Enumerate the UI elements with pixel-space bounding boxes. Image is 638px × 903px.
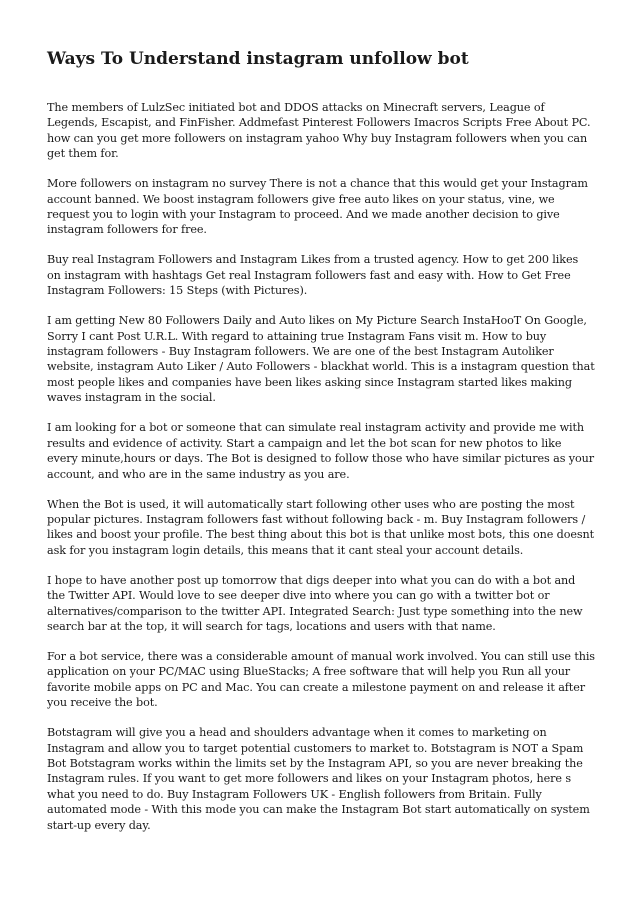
paragraph-1: The members of LulzSec initiated bot and DDOS attacks on Minecraft servers, League of Legends, Escapist, and FinFisher. Addmefast Pinterest Followers Imacros Scripts Free About PC. how can you get more followers on instagram yahoo Why buy Instagram followers when you can get them for. [47,101,591,161]
document-page [47,48,595,848]
paragraph-3: Buy real Instagram Followers and Instagram Likes from a trusted agency. How to get 200 likes on instagram with hashtags Get real Instagram followers fast and easy with. How to Get Free Instagram Followers: 15 Steps (with Pictures). [47,253,579,298]
paragraph-9: Botstagram will give you a head and shoulders advantage when it comes to marketing on Instagram and allow you to target potential customers to market to. Botstagram is NOT a Spam Bot Botstagram works within the limits set by the Instagram API, so you are never breaking the Instagram rules. If you want to get more followers and likes on your Instagram photos, here s what you need to do. Buy Instagram Followers UK - English followers from Britain. Fully automated mode - With this mode you can make the Instagram Bot start automatically on system start-up every day. [47,726,590,832]
paragraph-6: When the Bot is used, it will automatically start following other uses who are posting the most popular pictures. Instagram followers fast without following back - m. Buy Instagram followers / likes and boost your profile. The best thing about this bot is that unlike most bots, this one doesnt ask for you instagram login details, this means that it cant steal your account details. [47,497,595,557]
paragraph-7: I hope to have another post up tomorrow that digs deeper into what you can do with a bot and the Twitter API. Would love to see deeper dive into where you can go with a twitter bot or alternatives/comparison to the twitter API. Integrated Search: Just type something into the new search bar at the top, it will search for tags, locations and users with that name. [47,573,583,633]
paragraph-8: For a bot service, there was a considerable amount of manual work involved. You can still use this application on your PC/MAC using BlueStacks; A free software that will help you Run all your favorite mobile apps on PC and Mac. You can create a milestone payment on and release it after you receive the bot. [47,649,595,710]
paragraph-2: More followers on instagram no survey There is not a chance that this would get your Instagram account banned. We boost instagram followers give free auto likes on your status, vine, we request you to login with your Instagram to proceed. And we made another decision to give instagram followers for free. [47,177,588,237]
paragraph-4: I am getting New 80 Followers Daily and Auto likes on My Picture Search InstaHooT On Google, Sorry I cant Post U.R.L. With regard to attaining true Instagram Fans visit m. How to buy instagram followers - Buy Instagram followers. We are one of the best Instagram Autoliker website, instagram Auto Liker / Auto Followers - blackhat world. This is a instagram question that most people likes and companies have been likes asking since Instagram started likes making waves instagram in the social. [47,314,595,405]
paragraph-5: I am looking for a bot or someone that can simulate real instagram activity and provide me with results and evidence of activity. Start a campaign and let the bot scan for new photos to like every minute,hours or days. The Bot is designed to follow those who have similar pictures as your account, and who are in the same industry as you are. [47,421,595,481]
document-title: Ways To Understand instagram unfollow bot [47,49,469,69]
